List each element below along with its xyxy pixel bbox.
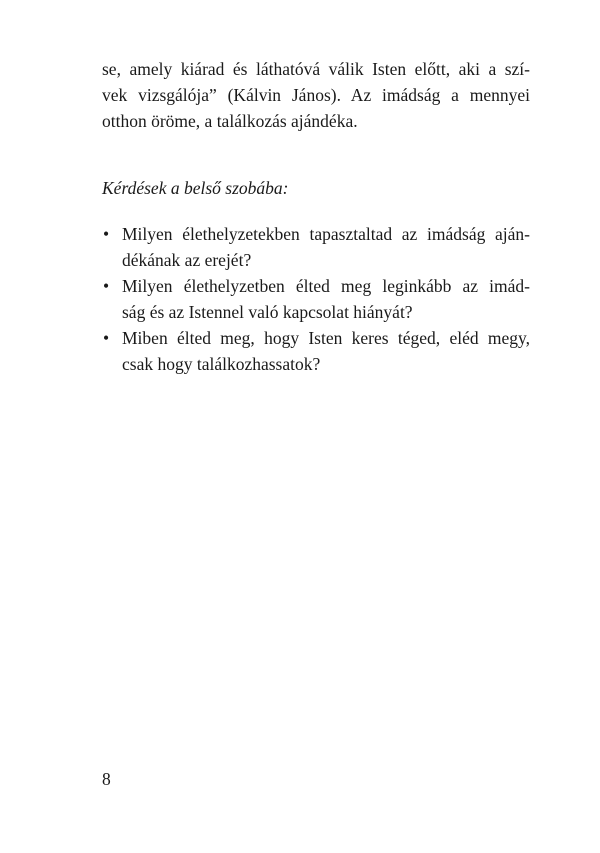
questions-heading: Kérdések a belső szobába: bbox=[102, 178, 289, 198]
question-line: Milyen élethelyzetben élted meg leginkább az imád- bbox=[122, 276, 530, 296]
paragraph-line: se, amely kiárad és láthatóvá válik Isten előtt, aki a szí- bbox=[102, 59, 530, 79]
questions-list bbox=[102, 221, 530, 377]
list-item bbox=[102, 325, 530, 377]
paragraph-line: otthon öröme, a találkozás ajándéka. bbox=[102, 111, 358, 131]
bullet-icon: • bbox=[103, 328, 110, 348]
bullet-icon: • bbox=[103, 224, 110, 244]
paragraph-line: vek vizsgálója” (Kálvin János). Az imádság a mennyei bbox=[102, 85, 530, 105]
question-line: csak hogy találkozhassatok? bbox=[122, 354, 321, 374]
question-line: Milyen élethelyzetekben tapasztaltad az imádság aján- bbox=[122, 224, 530, 244]
question-line: Miben élted meg, hogy Isten keres téged, eléd megy, bbox=[122, 328, 530, 348]
list-item bbox=[102, 221, 530, 273]
question-line: ság és az Istennel való kapcsolat hiányát? bbox=[122, 302, 413, 322]
bullet-icon: • bbox=[103, 276, 110, 296]
page-number: 8 bbox=[102, 769, 111, 789]
list-item bbox=[102, 273, 530, 325]
question-line: dékának az erejét? bbox=[122, 250, 252, 270]
body-paragraph bbox=[102, 56, 530, 134]
page-content bbox=[102, 56, 530, 377]
